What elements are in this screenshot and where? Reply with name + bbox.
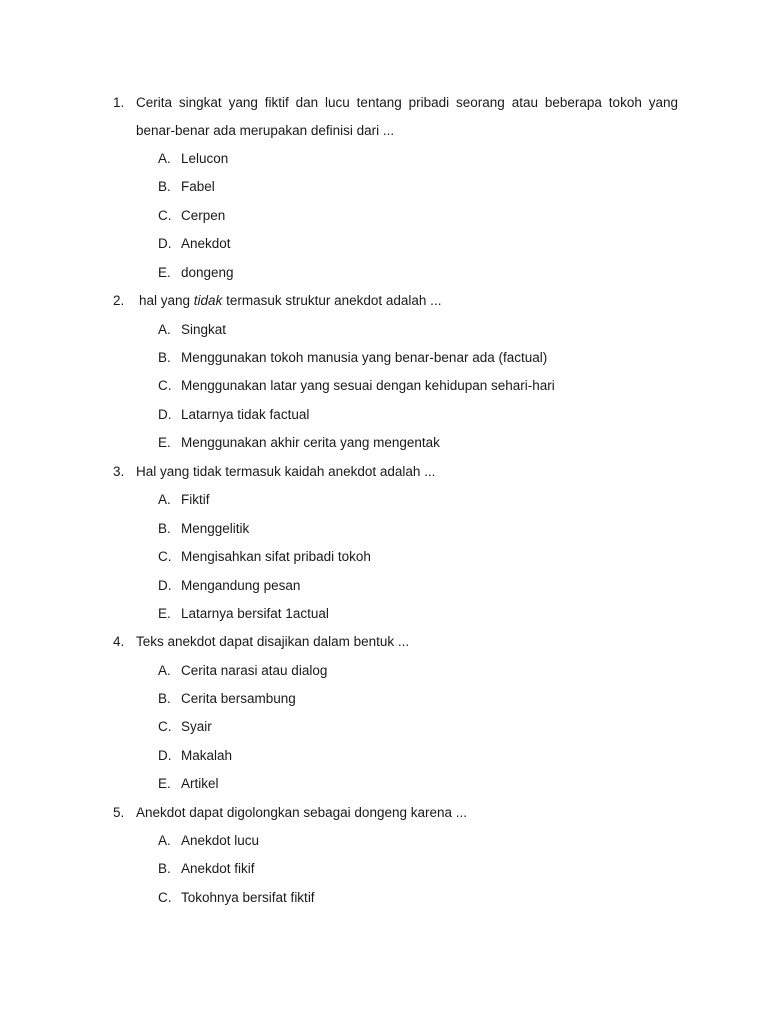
question-text: Anekdot dapat digolongkan sebagai dongeng karena ... xyxy=(136,805,468,820)
option-text: Makalah xyxy=(181,748,233,763)
option-text: Lelucon xyxy=(181,151,229,166)
option-letter: D. xyxy=(158,407,172,422)
question-text xyxy=(139,292,441,310)
option-letter: A. xyxy=(158,492,171,507)
option-letter: B. xyxy=(158,861,171,876)
option-letter: B. xyxy=(158,179,171,194)
option-letter: E. xyxy=(158,435,171,450)
question-number: 4. xyxy=(113,634,125,649)
option-text: Latarnya bersifat 1actual xyxy=(181,606,329,621)
question-text-continuation: benar-benar ada merupakan definisi dari ... xyxy=(136,123,395,138)
question-number: 3. xyxy=(113,464,125,479)
option-letter: B. xyxy=(158,691,171,706)
option-text: Cerpen xyxy=(181,208,226,223)
question-number: 5. xyxy=(113,805,125,820)
option-letter: E. xyxy=(158,776,171,791)
option-letter: C. xyxy=(158,378,172,393)
option-text: Mengandung pesan xyxy=(181,578,301,593)
option-letter: C. xyxy=(158,208,172,223)
option-letter: A. xyxy=(158,663,171,678)
option-text: Singkat xyxy=(181,322,227,337)
option-text: Anekdot fikif xyxy=(181,861,255,876)
option-text: Mengisahkan sifat pribadi tokoh xyxy=(181,549,371,564)
option-letter: D. xyxy=(158,236,172,251)
option-text: Fabel xyxy=(181,179,215,194)
option-text: Cerita bersambung xyxy=(181,691,296,706)
question-text-pre: hal yang xyxy=(139,293,194,308)
option-text: dongeng xyxy=(181,265,234,280)
option-text: Fiktif xyxy=(181,492,210,507)
question-number: 2. xyxy=(113,293,125,308)
option-text: Anekdot xyxy=(181,236,231,251)
option-text: Artikel xyxy=(181,776,219,791)
option-text: Cerita narasi atau dialog xyxy=(181,663,328,678)
option-letter: B. xyxy=(158,350,171,365)
option-letter: C. xyxy=(158,549,172,564)
option-letter: C. xyxy=(158,890,172,905)
option-letter: A. xyxy=(158,833,171,848)
question-text: Cerita singkat yang fiktif dan lucu tentang pribadi seorang atau beberapa tokoh yang xyxy=(136,95,678,110)
question-number: 1. xyxy=(113,95,125,110)
option-letter: C. xyxy=(158,719,172,734)
option-letter: D. xyxy=(158,748,172,763)
option-letter: D. xyxy=(158,578,172,593)
option-text: Syair xyxy=(181,719,212,734)
option-text: Menggunakan latar yang sesuai dengan kehidupan sehari-hari xyxy=(181,378,555,393)
option-text: Menggunakan tokoh manusia yang benar-benar ada (factual) xyxy=(181,350,548,365)
option-text: Menggelitik xyxy=(181,521,250,536)
option-letter: B. xyxy=(158,521,171,536)
option-text: Tokohnya bersifat fiktif xyxy=(181,890,315,905)
option-text: Anekdot lucu xyxy=(181,833,260,848)
option-letter: A. xyxy=(158,322,171,337)
question-text: Teks anekdot dapat disajikan dalam bentuk ... xyxy=(136,634,410,649)
question-text-emphasis: tidak xyxy=(193,293,223,308)
option-letter: A. xyxy=(158,151,171,166)
option-letter: E. xyxy=(158,606,171,621)
option-text: Latarnya tidak factual xyxy=(181,407,310,422)
option-letter: E. xyxy=(158,265,171,280)
option-text: Menggunakan akhir cerita yang mengentak xyxy=(181,435,440,450)
question-text: Hal yang tidak termasuk kaidah anekdot adalah ... xyxy=(136,464,436,479)
question-text-post: termasuk struktur anekdot adalah ... xyxy=(222,293,442,308)
